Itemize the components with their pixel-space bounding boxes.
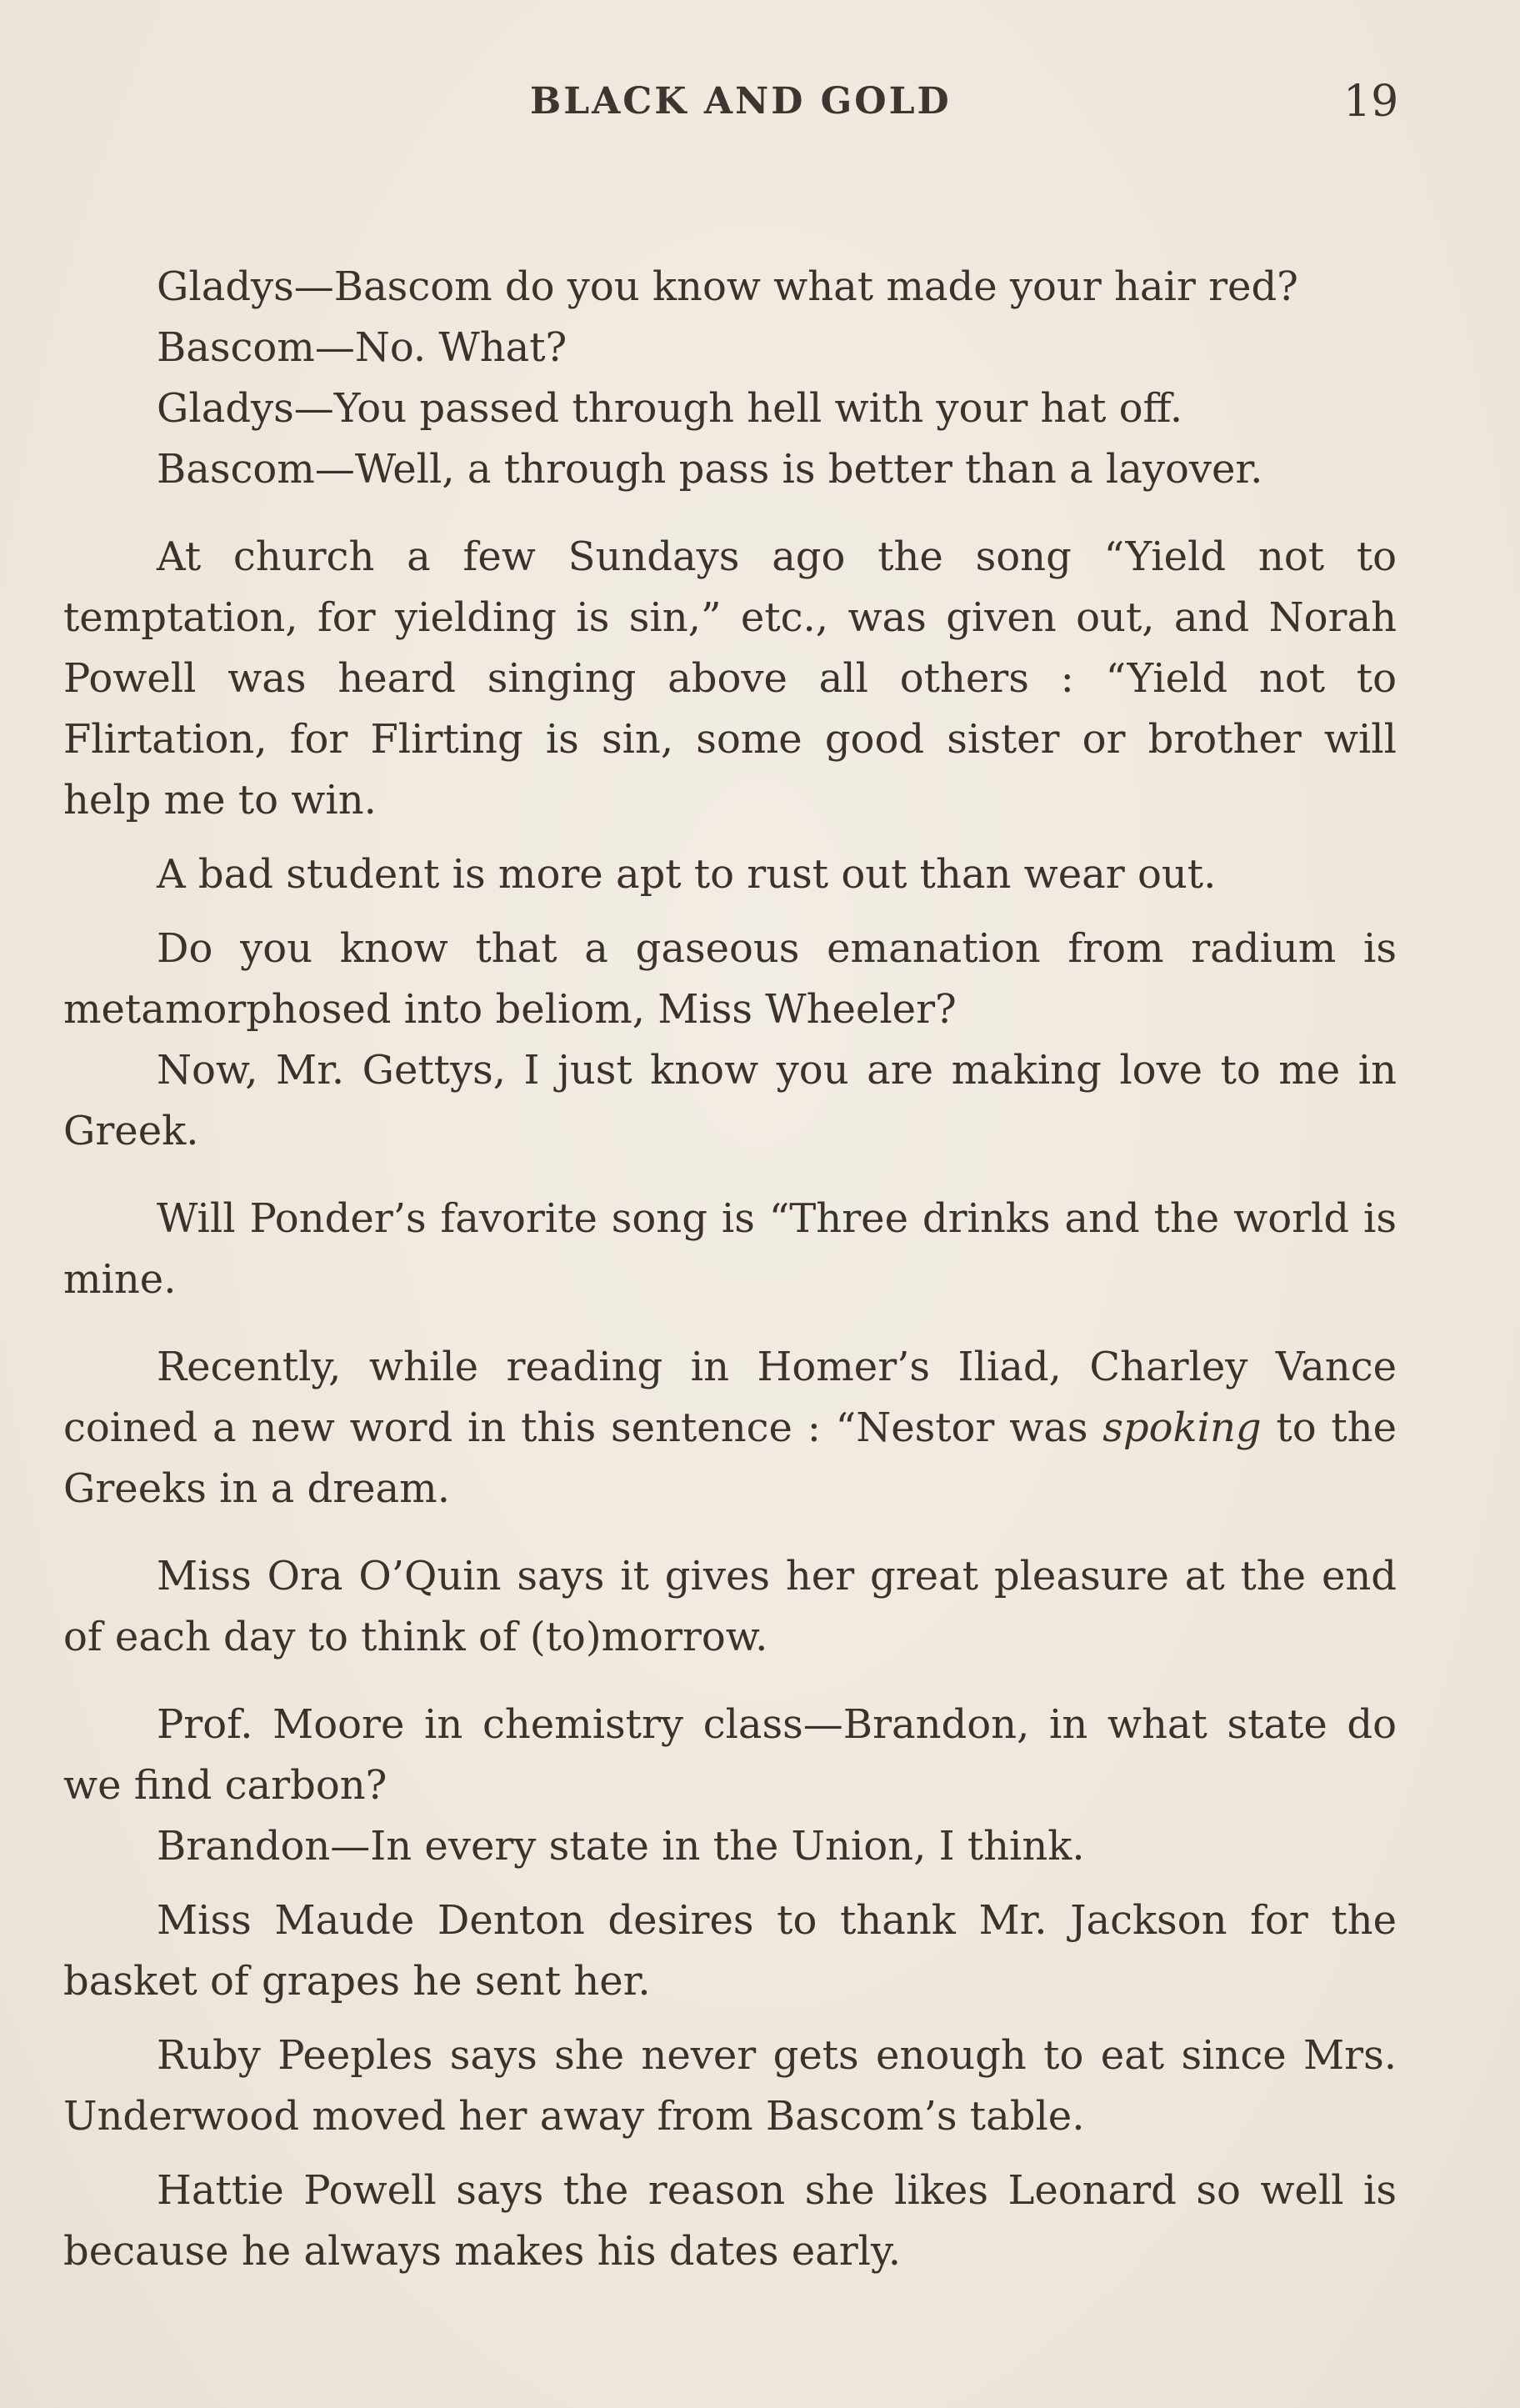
body-text <box>63 257 1397 2282</box>
paragraph: Hattie Powell says the reason she likes Leonard so well is because he always makes his dates early. <box>63 2167 1397 2275</box>
paragraph <box>63 1337 1397 1519</box>
paragraph: Miss Maude Denton desires to thank Mr. Jackson for the basket of grapes he sent her. <box>63 1897 1397 2005</box>
running-head <box>0 77 1520 127</box>
paragraph: Miss Ora O’Quin says it gives her great pleasure at the end of each day to think of (to)morrow. <box>63 1553 1397 1660</box>
page-number: 19 <box>1343 77 1399 127</box>
joke-dialogue-line: Gladys—You passed through hell with your hat off. <box>157 385 1183 432</box>
joke-dialogue-line: Gladys—Bascom do you know what made your hair red? <box>157 263 1298 310</box>
paragraph-text: to the Greeks in a dream. <box>63 1404 1397 1512</box>
joke-dialogue-line: Bascom—No. What? <box>157 324 568 371</box>
paragraph: Will Ponder’s favorite song is “Three drinks and the world is mine. <box>63 1195 1397 1303</box>
paragraph: Brandon—In every state in the Union, I think. <box>157 1823 1085 1870</box>
paragraph: Ruby Peeples says she never gets enough to eat since Mrs. Underwood moved her away from Bascom’s table. <box>63 2032 1397 2140</box>
paragraph: Now, Mr. Gettys, I just know you are making love to me in Greek. <box>63 1047 1397 1154</box>
paragraph: At church a few Sundays ago the song “Yield not to temptation, for yielding is sin,” etc., was given out, and Norah Powell was heard singing above all others : “Yield not to Flirtation, for Flirting is sin, some good sister or brother will help me to win. <box>63 533 1397 824</box>
running-head-title: BLACK AND GOLD <box>530 80 952 123</box>
italic-word: spoking <box>1102 1404 1262 1451</box>
joke-dialogue-line: Bascom—Well, a through pass is better than a layover. <box>157 446 1263 493</box>
paragraph: Do you know that a gaseous emanation from radium is metamorphosed into beliom, Miss Wheeler? <box>63 925 1397 1033</box>
paragraph: A bad student is more apt to rust out than wear out. <box>157 851 1217 898</box>
paragraph-text: Recently, while reading in Homer’s Iliad, Charley Vance coined a new word in this sentence : “Nestor was <box>63 1344 1397 1451</box>
paragraph: Prof. Moore in chemistry class—Brandon, in what state do we find carbon? <box>63 1701 1397 1809</box>
